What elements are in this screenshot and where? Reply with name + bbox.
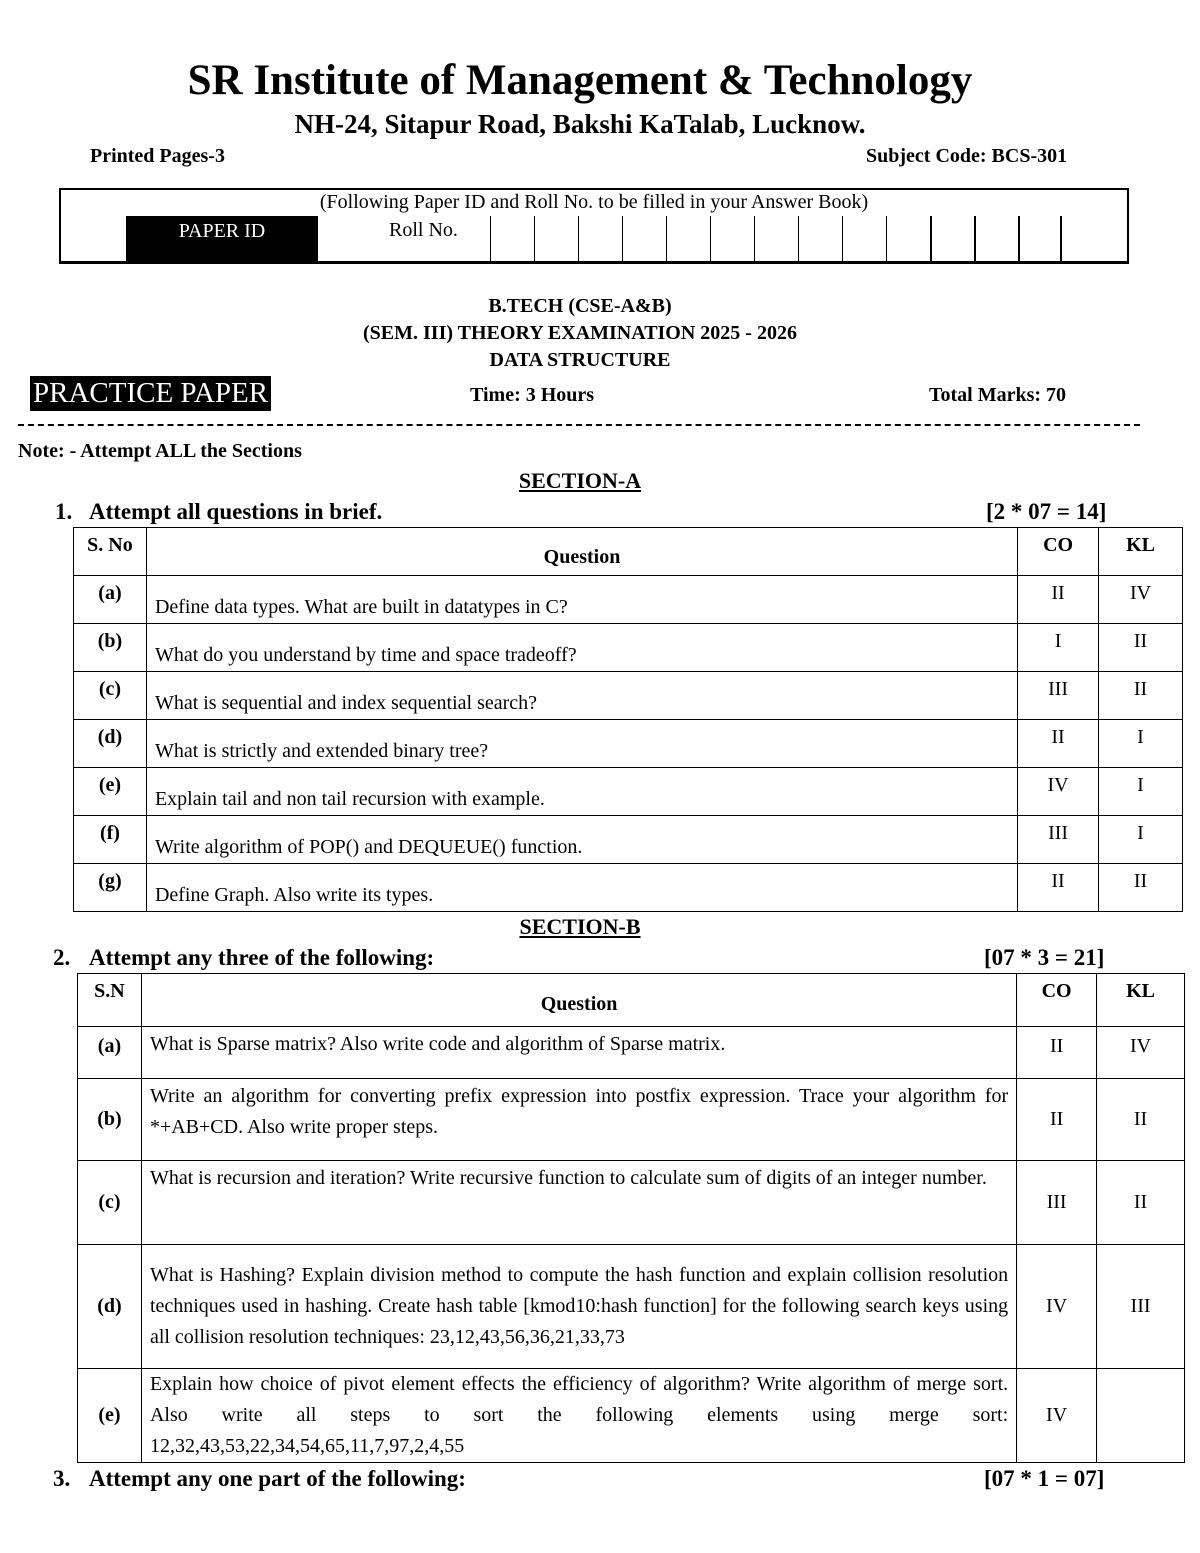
row-question: Explain how choice of pivot element effects the efficiency of algorithm? Write algorithm of merge sort. Also write all steps to sort the following elements using merge sort: 12,32,43,53,22,34,54,65,11,7,97,2,4,55 bbox=[141, 1369, 1016, 1463]
row-sno: (b) bbox=[78, 1079, 142, 1161]
total-marks: Total Marks: 70 bbox=[929, 384, 1067, 406]
table-row bbox=[74, 816, 1183, 864]
row-question: What is recursion and iteration? Write recursive function to calculate sum of digits of an integer number. bbox=[141, 1161, 1016, 1245]
roll-cell[interactable] bbox=[534, 216, 578, 264]
roll-cell[interactable] bbox=[754, 216, 798, 264]
institute-name: SR Institute of Management & Technology bbox=[187, 57, 973, 104]
header-kl: KL bbox=[1099, 528, 1183, 576]
section-c-number: 3. bbox=[53, 1466, 71, 1491]
table-row bbox=[74, 720, 1183, 768]
roll-cell[interactable] bbox=[710, 216, 754, 264]
roll-cell[interactable] bbox=[622, 216, 666, 264]
section-b-table bbox=[77, 973, 1185, 1463]
row-question: What is strictly and extended binary tree? bbox=[146, 720, 1017, 768]
roll-cell[interactable] bbox=[930, 216, 974, 264]
institute-address: NH-24, Sitapur Road, Bakshi KaTalab, Lucknow. bbox=[294, 109, 866, 139]
row-question: Write an algorithm for converting prefix expression into postfix expression. Trace your algorithm for *+AB+CD. Also write proper steps. bbox=[141, 1079, 1016, 1161]
section-b-marks: [07 * 3 = 21] bbox=[984, 945, 1105, 970]
roll-number-cells bbox=[490, 216, 1062, 264]
header-kl: KL bbox=[1097, 974, 1185, 1027]
row-question: Write algorithm of POP() and DEQUEUE() function. bbox=[146, 816, 1017, 864]
row-kl: I bbox=[1099, 768, 1183, 816]
roll-cell[interactable] bbox=[578, 216, 622, 264]
row-kl: III bbox=[1097, 1245, 1185, 1369]
table-row bbox=[74, 576, 1183, 624]
roll-cell[interactable] bbox=[490, 216, 534, 264]
section-c-instruction: Attempt any one part of the following: bbox=[89, 1466, 466, 1491]
row-co: III bbox=[1018, 672, 1099, 720]
exam-title: (SEM. III) THEORY EXAMINATION 2025 - 2026 bbox=[363, 322, 797, 344]
row-kl: II bbox=[1099, 624, 1183, 672]
table-row bbox=[78, 1079, 1185, 1161]
row-sno: (a) bbox=[74, 576, 147, 624]
row-co: IV bbox=[1017, 1369, 1097, 1463]
roll-cell[interactable] bbox=[974, 216, 1018, 264]
header-co: CO bbox=[1018, 528, 1099, 576]
row-sno: (d) bbox=[78, 1245, 142, 1369]
section-b-title: SECTION-B bbox=[519, 914, 641, 939]
row-sno: (d) bbox=[74, 720, 147, 768]
row-co: II bbox=[1017, 1027, 1097, 1079]
row-question: Explain tail and non tail recursion with example. bbox=[146, 768, 1017, 816]
row-question: What is Hashing? Explain division method to compute the hash function and explain collision resolution techniques used in hashing. Create hash table [kmod10:hash function] for the following search keys using all collision resolution techniques: 23,12,43,56,36,21,33,73 bbox=[141, 1245, 1016, 1369]
row-co: II bbox=[1018, 720, 1099, 768]
table-row bbox=[78, 1161, 1185, 1245]
table-row bbox=[78, 1245, 1185, 1369]
section-c-marks: [07 * 1 = 07] bbox=[984, 1466, 1105, 1491]
table-row bbox=[74, 768, 1183, 816]
section-a-instruction: Attempt all questions in brief. bbox=[89, 499, 383, 524]
row-kl: II bbox=[1099, 672, 1183, 720]
table-header-row bbox=[78, 974, 1185, 1027]
section-a-marks: [2 * 07 = 14] bbox=[986, 499, 1107, 524]
row-sno: (b) bbox=[74, 624, 147, 672]
section-a-title: SECTION-A bbox=[518, 468, 642, 493]
roll-cell[interactable] bbox=[1018, 216, 1062, 264]
row-question: What do you understand by time and space tradeoff? bbox=[146, 624, 1017, 672]
row-sno: (f) bbox=[74, 816, 147, 864]
course-title: B.TECH (CSE-A&B) bbox=[488, 295, 672, 317]
row-co: III bbox=[1018, 816, 1099, 864]
subject-title: DATA STRUCTURE bbox=[489, 349, 671, 371]
row-co: IV bbox=[1017, 1245, 1097, 1369]
header-question: Question bbox=[141, 974, 1016, 1027]
row-co: II bbox=[1018, 576, 1099, 624]
subject-code: Subject Code: BCS-301 bbox=[866, 145, 1068, 167]
exam-time: Time: 3 Hours bbox=[470, 384, 595, 406]
table-row bbox=[74, 864, 1183, 912]
row-question: Define Graph. Also write its types. bbox=[146, 864, 1017, 912]
roll-cell[interactable] bbox=[842, 216, 886, 264]
row-kl: II bbox=[1097, 1079, 1185, 1161]
section-b-number: 2. bbox=[53, 945, 71, 970]
table-row bbox=[74, 672, 1183, 720]
row-kl: II bbox=[1097, 1161, 1185, 1245]
row-kl: IV bbox=[1097, 1027, 1185, 1079]
table-header-row bbox=[74, 528, 1183, 576]
header-question: Question bbox=[146, 528, 1017, 576]
id-box-caption: (Following Paper ID and Roll No. to be filled in your Answer Book) bbox=[319, 191, 869, 213]
header-sno: S. No bbox=[74, 528, 147, 576]
roll-cell[interactable] bbox=[666, 216, 710, 264]
paper-id-label: PAPER ID bbox=[126, 216, 318, 264]
table-row bbox=[78, 1027, 1185, 1079]
roll-cell[interactable] bbox=[886, 216, 930, 264]
roll-cell[interactable] bbox=[798, 216, 842, 264]
table-row bbox=[78, 1369, 1185, 1463]
row-sno: (a) bbox=[78, 1027, 142, 1079]
row-kl: IV bbox=[1099, 576, 1183, 624]
row-co: IV bbox=[1018, 768, 1099, 816]
row-question: Define data types. What are built in datatypes in C? bbox=[146, 576, 1017, 624]
dashed-divider bbox=[18, 424, 1140, 426]
section-a-table bbox=[73, 527, 1183, 912]
row-sno: (g) bbox=[74, 864, 147, 912]
row-co: II bbox=[1018, 864, 1099, 912]
row-co: II bbox=[1017, 1079, 1097, 1161]
row-sno: (c) bbox=[74, 672, 147, 720]
row-co: I bbox=[1018, 624, 1099, 672]
row-sno: (e) bbox=[74, 768, 147, 816]
row-question: What is sequential and index sequential search? bbox=[146, 672, 1017, 720]
roll-number-label: Roll No. bbox=[389, 219, 458, 241]
row-kl: II bbox=[1099, 864, 1183, 912]
row-kl bbox=[1097, 1369, 1185, 1463]
row-question: What is Sparse matrix? Also write code and algorithm of Sparse matrix. bbox=[141, 1027, 1016, 1079]
header-co: CO bbox=[1017, 974, 1097, 1027]
row-kl: I bbox=[1099, 816, 1183, 864]
section-b-instruction: Attempt any three of the following: bbox=[89, 945, 435, 970]
header-sno: S.N bbox=[78, 974, 142, 1027]
row-sno: (c) bbox=[78, 1161, 142, 1245]
table-row bbox=[74, 624, 1183, 672]
note: Note: - Attempt ALL the Sections bbox=[18, 440, 302, 462]
row-co: III bbox=[1017, 1161, 1097, 1245]
section-a-number: 1. bbox=[55, 499, 73, 524]
printed-pages: Printed Pages-3 bbox=[90, 145, 225, 167]
row-kl: I bbox=[1099, 720, 1183, 768]
practice-paper-badge: PRACTICE PAPER bbox=[30, 376, 271, 411]
row-sno: (e) bbox=[78, 1369, 142, 1463]
